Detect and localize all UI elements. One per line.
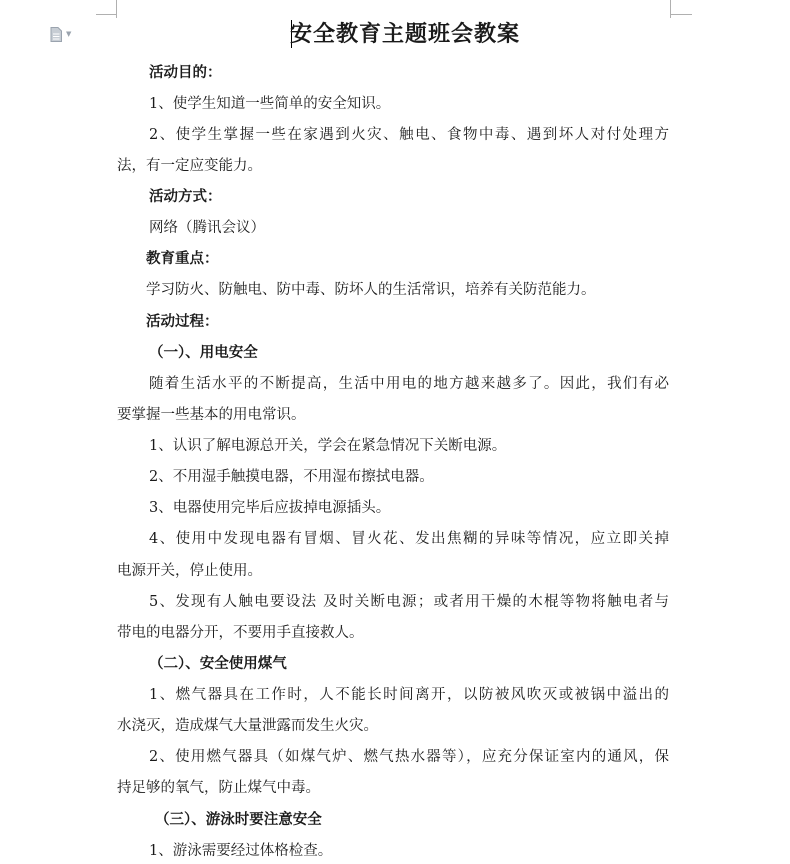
paragraph-line: 4、使用中发现电器有冒烟、冒火花、发出焦糊的异味等情况，应立即关掉	[149, 531, 669, 547]
crop-mark-top-left-vertical	[116, 0, 117, 18]
crop-mark-top-right-vertical	[670, 0, 671, 18]
paragraph-line: 2、使用燃气器具（如煤气炉、燃气热水器等），应充分保证室内的通风，保	[149, 749, 669, 765]
paragraph-line: 2、不用湿手触摸电器，不用湿布擦拭电器。	[149, 469, 434, 485]
paragraph-line: 电源开关，停止使用。	[117, 563, 262, 579]
document-title: 安全教育主题班会教案	[289, 21, 520, 47]
paragraph-line: 要掌握一些基本的用电常识。	[117, 407, 306, 423]
paragraph-line: 5、发现有人触电要设法 及时关断电源；或者用干燥的木棍等物将触电者与	[149, 594, 669, 610]
crop-mark-top-left-horizontal	[96, 14, 117, 15]
section-heading-process: 活动过程：	[146, 313, 219, 330]
subsection-heading-swimming: （三）、游泳时要注意安全	[155, 811, 322, 828]
paragraph-line: 水浇灭，造成煤气大量泄露而发生火灾。	[117, 718, 378, 734]
paragraph-line: 2、使学生掌握一些在家遇到火灾、触电、食物中毒、遇到坏人对付处理方	[149, 127, 669, 143]
section-heading-focus: 教育重点：	[146, 250, 219, 267]
section-heading-objectives: 活动目的：	[149, 64, 222, 81]
dropdown-arrow-icon: ▼	[66, 30, 72, 38]
paragraph-line: 1、使学生知道一些简单的安全知识。	[149, 96, 391, 112]
paragraph-line: 3、电器使用完毕后应拔掉电源插头。	[149, 500, 391, 516]
subsection-heading-gas: （二）、安全使用煤气	[149, 655, 287, 672]
paragraph-line: 1、燃气器具在工作时，人不能长时间离开，以防被风吹灭或被锅中溢出的	[149, 687, 669, 703]
paragraph-line: 带电的电器分开，不要用手直接救人。	[117, 625, 364, 641]
paragraph-line: 随着生活水平的不断提高，生活中用电的地方越来越多了。因此，我们有必	[149, 376, 669, 392]
crop-mark-top-right-horizontal	[670, 14, 692, 15]
paragraph-line: 1、游泳需要经过体格检查。	[149, 843, 333, 859]
section-heading-method: 活动方式：	[149, 188, 222, 205]
subsection-heading-electricity: （一）、用电安全	[149, 344, 258, 361]
paragraph-line: 法，有一定应变能力。	[117, 158, 262, 174]
paragraph-line: 持足够的氧气，防止煤气中毒。	[117, 780, 320, 796]
paragraph-line: 学习防火、防触电、防中毒、防坏人的生活常识，培养有关防范能力。	[146, 282, 596, 298]
paragraph-line: 网络（腾讯会议）	[149, 220, 265, 236]
paragraph-line: 1、认识了解电源总开关，学会在紧急情况下关断电源。	[149, 438, 507, 454]
